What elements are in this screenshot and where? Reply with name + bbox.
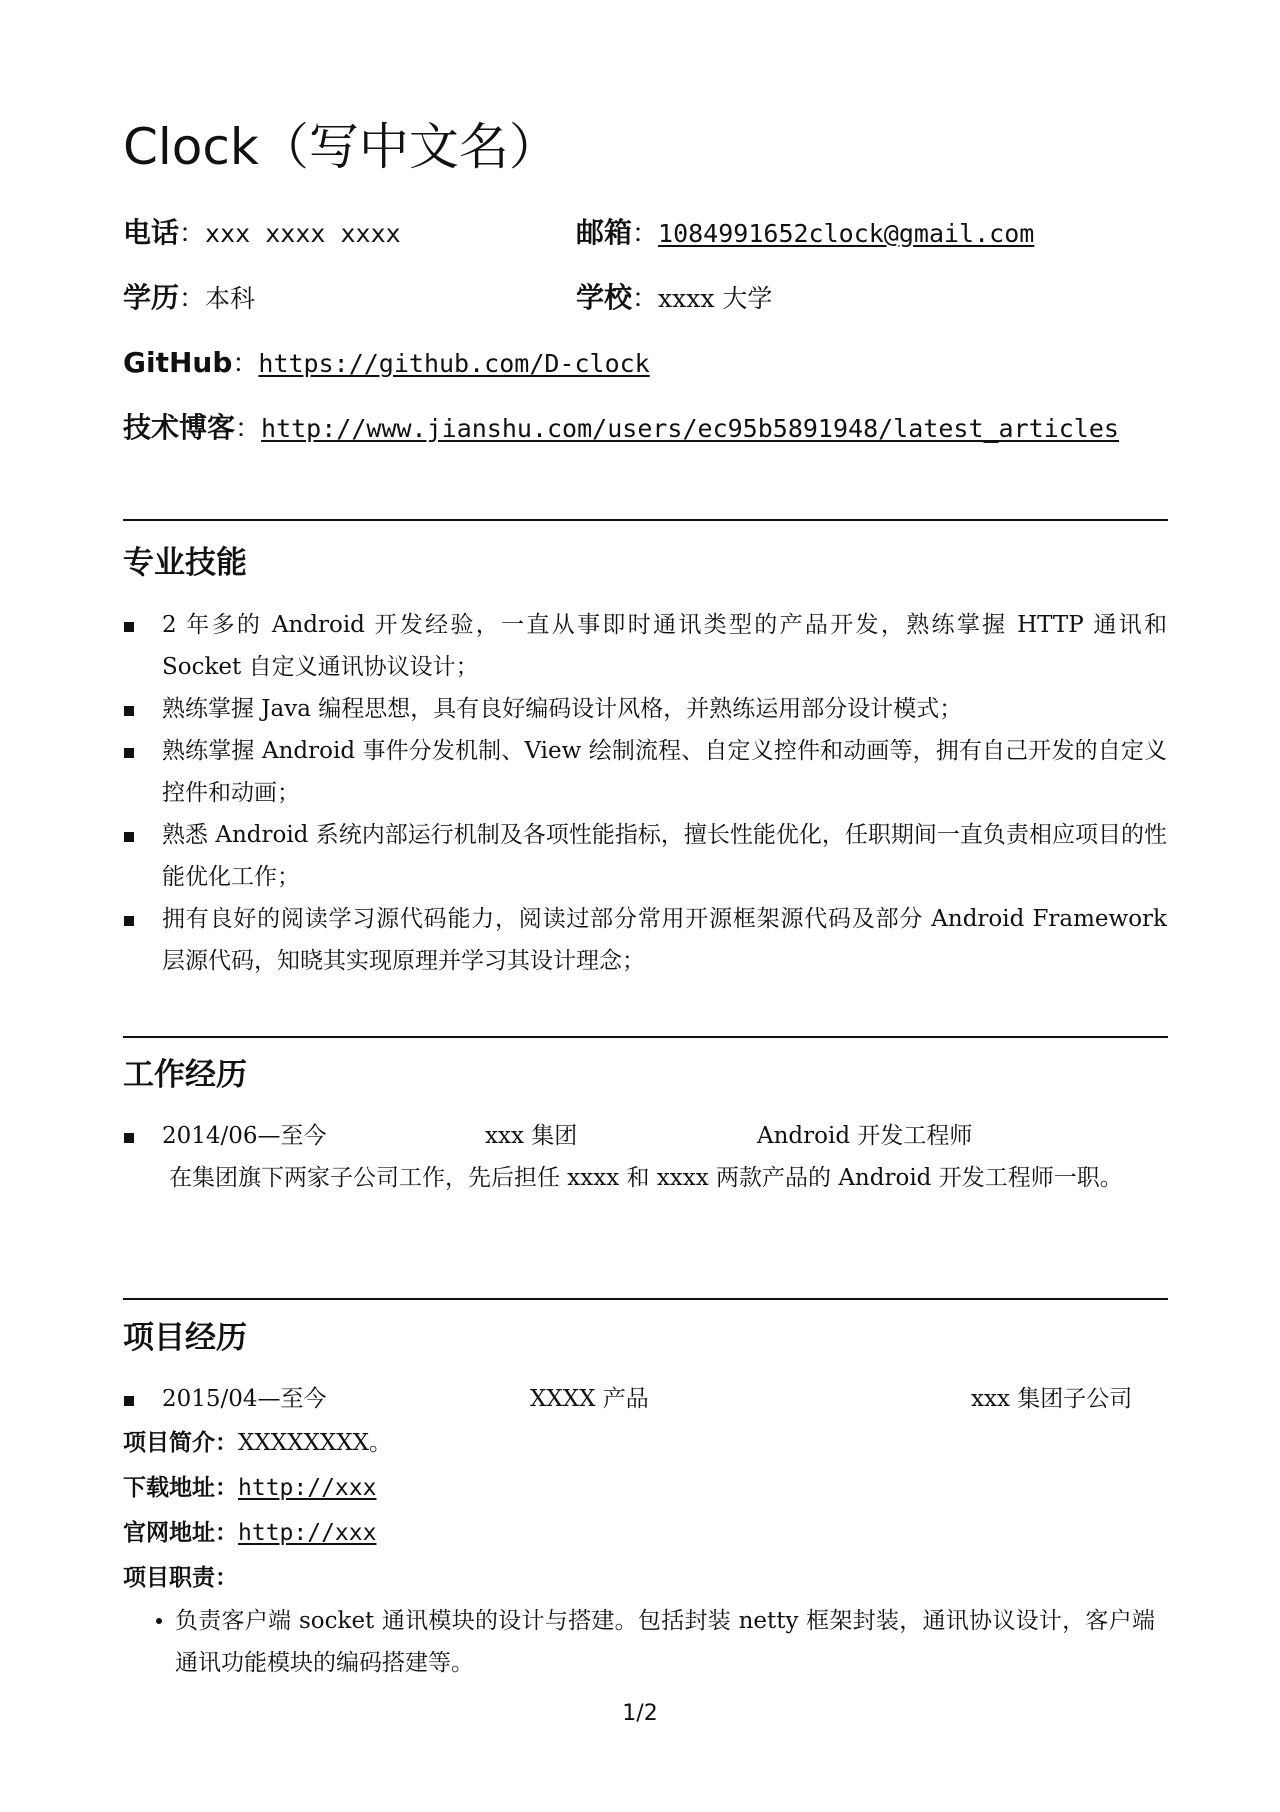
project-download-row bbox=[123, 1467, 376, 1509]
education-label: 学历 bbox=[123, 281, 180, 314]
project-intro-value: XXXXXXXX。 bbox=[238, 1430, 392, 1456]
github-label: GitHub bbox=[123, 346, 233, 379]
work-position: Android 开发工程师 bbox=[757, 1123, 973, 1149]
work-company: xxx 集团 bbox=[485, 1123, 578, 1149]
school-row bbox=[576, 278, 772, 319]
bullet-square-icon bbox=[124, 748, 134, 758]
email-label: 邮箱 bbox=[576, 216, 633, 249]
bullet-square-icon bbox=[124, 1396, 134, 1406]
section-divider bbox=[123, 1298, 1168, 1300]
phone-row bbox=[123, 213, 401, 254]
github-separator: ： bbox=[232, 349, 259, 379]
skill-item: 拥有良好的阅读学习源代码能力，阅读过部分常用开源框架源代码及部分 Android Framework 层源代码，知晓其实现原理并学习其设计理念； bbox=[162, 906, 1167, 974]
project-intro-row bbox=[123, 1422, 392, 1464]
bullet-square-icon bbox=[124, 706, 134, 716]
work-description: 在集团旗下两家子公司工作，先后担任 xxxx 和 xxxx 两款产品的 Android 开发工程师一职。 bbox=[169, 1165, 1123, 1191]
work-period: 2014/06—至今 bbox=[162, 1123, 327, 1149]
school-label: 学校 bbox=[576, 281, 633, 314]
blog-row bbox=[123, 408, 1119, 449]
skills-title: 专业技能 bbox=[123, 545, 247, 581]
bullet-square-icon bbox=[124, 832, 134, 842]
work-title: 工作经历 bbox=[123, 1057, 247, 1093]
section-divider bbox=[123, 519, 1168, 521]
project-duty-item: 负责客户端 socket 通讯模块的设计与搭建。包括封装 netty 框架封装，通讯协议设计，客户端通讯功能模块的编码搭建等。 bbox=[175, 1608, 1155, 1676]
project-product: XXXX 产品 bbox=[530, 1386, 649, 1412]
github-link[interactable]: https://github.com/D-clock bbox=[258, 349, 650, 378]
blog-label: 技术博客 bbox=[123, 411, 236, 444]
project-download-link[interactable]: http://xxx bbox=[238, 1475, 377, 1501]
project-company: xxx 集团子公司 bbox=[971, 1386, 1133, 1412]
education-row bbox=[123, 278, 255, 319]
school-separator: ： bbox=[632, 284, 659, 314]
project-website-link[interactable]: http://xxx bbox=[238, 1520, 377, 1546]
projects-title: 项目经历 bbox=[123, 1320, 247, 1356]
email-separator: ： bbox=[632, 219, 659, 249]
skill-item: 熟练掌握 Android 事件分发机制、View 绘制流程、自定义控件和动画等，拥有自己开发的自定义控件和动画； bbox=[162, 738, 1167, 806]
bullet-dot-icon bbox=[156, 1618, 162, 1624]
email-row bbox=[576, 213, 1034, 254]
project-duties-row bbox=[123, 1557, 238, 1599]
github-row bbox=[123, 343, 650, 384]
phone-separator: ： bbox=[179, 219, 206, 249]
phone-label: 电话 bbox=[123, 216, 180, 249]
skill-item: 熟悉 Android 系统内部运行机制及各项性能指标，擅长性能优化，任职期间一直负责相应项目的性能优化工作； bbox=[162, 822, 1167, 890]
bullet-square-icon bbox=[124, 622, 134, 632]
project-period: 2015/04—至今 bbox=[162, 1386, 327, 1412]
project-download-label: 下载地址： bbox=[123, 1475, 238, 1501]
skill-item: 2 年多的 Android 开发经验，一直从事即时通讯类型的产品开发，熟练掌握 HTTP 通讯和 Socket 自定义通讯协议设计； bbox=[162, 612, 1167, 680]
project-duties-label: 项目职责： bbox=[123, 1565, 238, 1591]
resume-name: Clock（写中文名） bbox=[123, 118, 559, 176]
blog-separator: ： bbox=[235, 414, 262, 444]
blog-link[interactable]: http://www.jianshu.com/users/ec95b5891948/latest_articles bbox=[261, 414, 1119, 443]
education-value: 本科 bbox=[205, 284, 256, 313]
bullet-square-icon bbox=[124, 916, 134, 926]
school-value: xxxx 大学 bbox=[658, 284, 773, 313]
project-website-label: 官网地址： bbox=[123, 1520, 238, 1546]
education-separator: ： bbox=[179, 284, 206, 314]
project-website-row bbox=[123, 1512, 376, 1554]
page-number: 1/2 bbox=[622, 1701, 658, 1726]
bullet-square-icon bbox=[124, 1133, 134, 1143]
project-intro-label: 项目简介： bbox=[123, 1430, 238, 1456]
email-link[interactable]: 1084991652clock@gmail.com bbox=[658, 219, 1035, 248]
phone-value: xxx xxxx xxxx bbox=[205, 219, 401, 248]
section-divider bbox=[123, 1036, 1168, 1038]
skill-item: 熟练掌握 Java 编程思想，具有良好编码设计风格，并熟练运用部分设计模式； bbox=[162, 696, 963, 722]
